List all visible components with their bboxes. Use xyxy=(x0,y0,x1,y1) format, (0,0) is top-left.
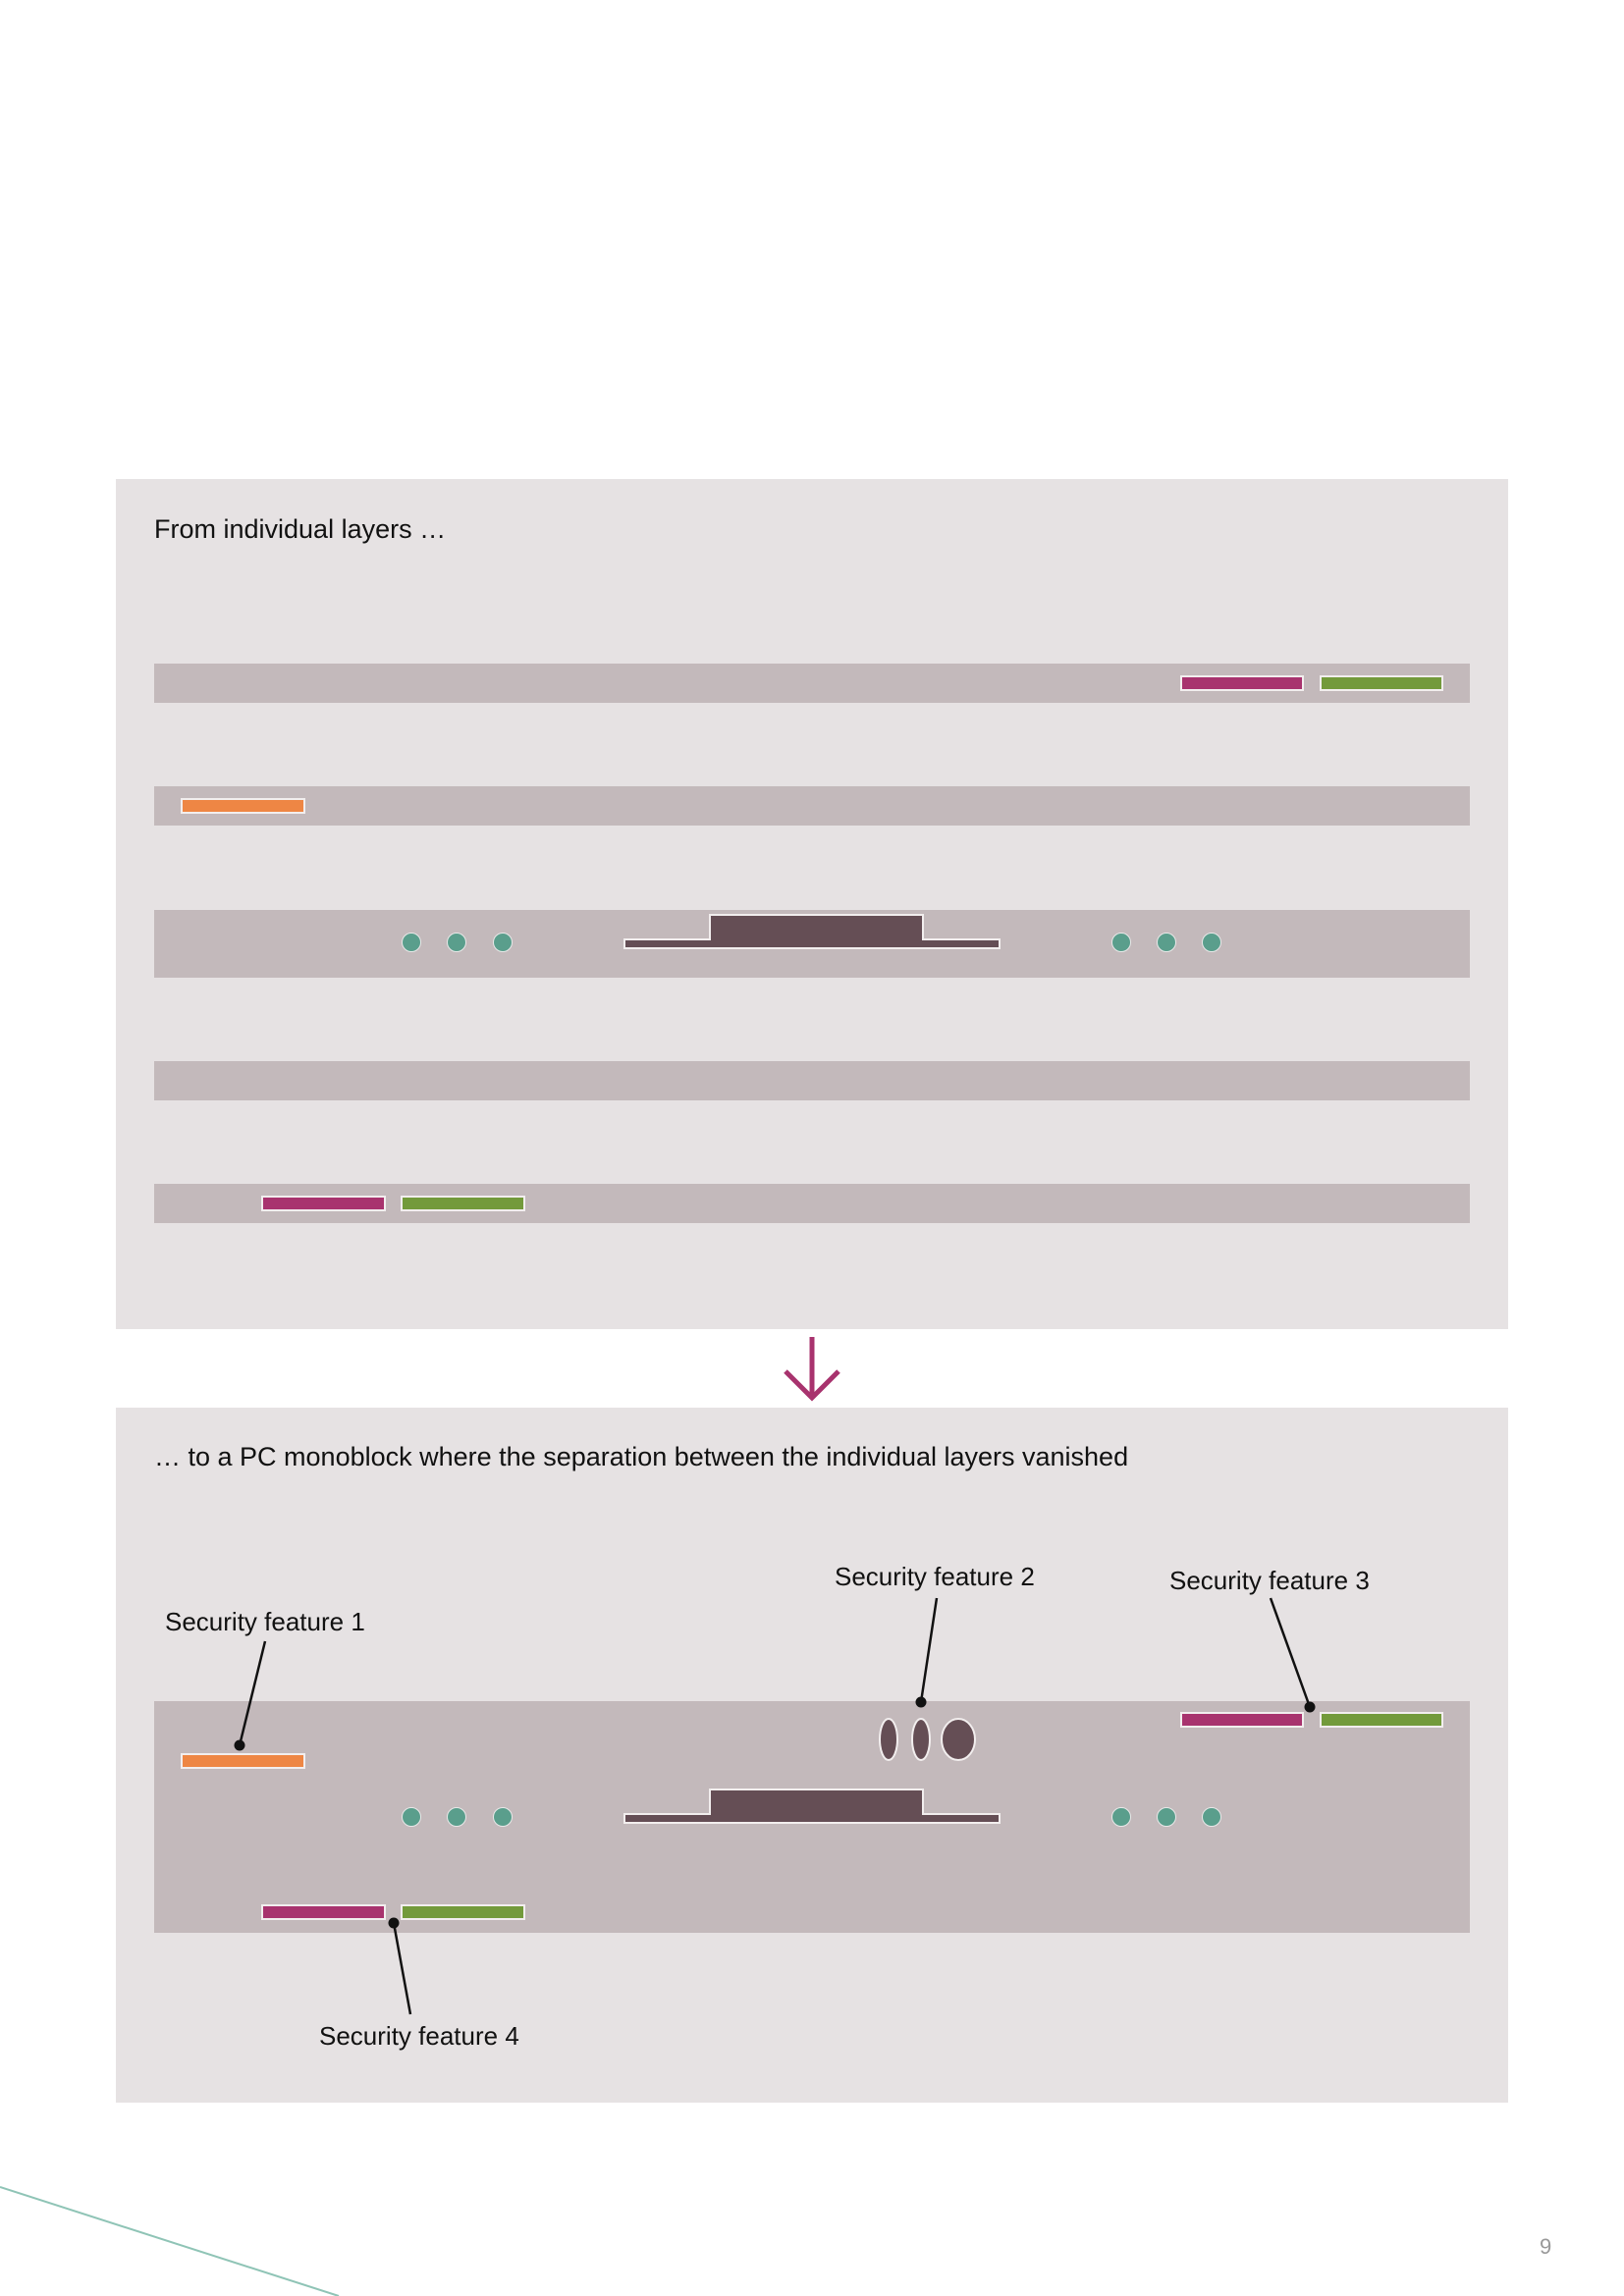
security-feature-2-label: Security feature 2 xyxy=(835,1562,1035,1591)
magenta-strip xyxy=(1180,675,1304,691)
green-strip xyxy=(401,1904,525,1920)
monoblock xyxy=(154,1701,1470,1933)
antenna-dot xyxy=(1111,933,1131,952)
layer-4 xyxy=(154,1061,1470,1100)
orange-strip xyxy=(181,798,305,814)
orange-strip xyxy=(181,1753,305,1769)
green-strip xyxy=(1320,1712,1443,1728)
security-feature-4-label: Security feature 4 xyxy=(319,2021,519,2051)
magenta-strip xyxy=(261,1904,386,1920)
bottom-panel-caption: … to a PC monoblock where the separation between the individual layers vanished xyxy=(154,1442,1129,1471)
antenna-dot xyxy=(402,933,421,952)
antenna-dot xyxy=(493,933,513,952)
antenna-dot xyxy=(447,933,466,952)
antenna-dot xyxy=(447,1807,466,1827)
page-number: 9 xyxy=(1540,2234,1552,2259)
antenna-dot xyxy=(493,1807,513,1827)
top-panel-caption: From individual layers … xyxy=(154,514,447,544)
green-strip xyxy=(401,1196,525,1211)
antenna-dot xyxy=(1202,933,1221,952)
antenna-dot xyxy=(1111,1807,1131,1827)
green-strip xyxy=(1320,675,1443,691)
layer-2 xyxy=(154,786,1470,826)
magenta-strip xyxy=(1180,1712,1304,1728)
antenna-dot xyxy=(1157,933,1176,952)
security-feature-1-label: Security feature 1 xyxy=(165,1607,365,1636)
antenna-dot xyxy=(1157,1807,1176,1827)
magenta-strip xyxy=(261,1196,386,1211)
antenna-dot xyxy=(1202,1807,1221,1827)
layer-3-inlay xyxy=(154,910,1470,978)
security-feature-3-label: Security feature 3 xyxy=(1169,1566,1370,1595)
antenna-dot xyxy=(402,1807,421,1827)
